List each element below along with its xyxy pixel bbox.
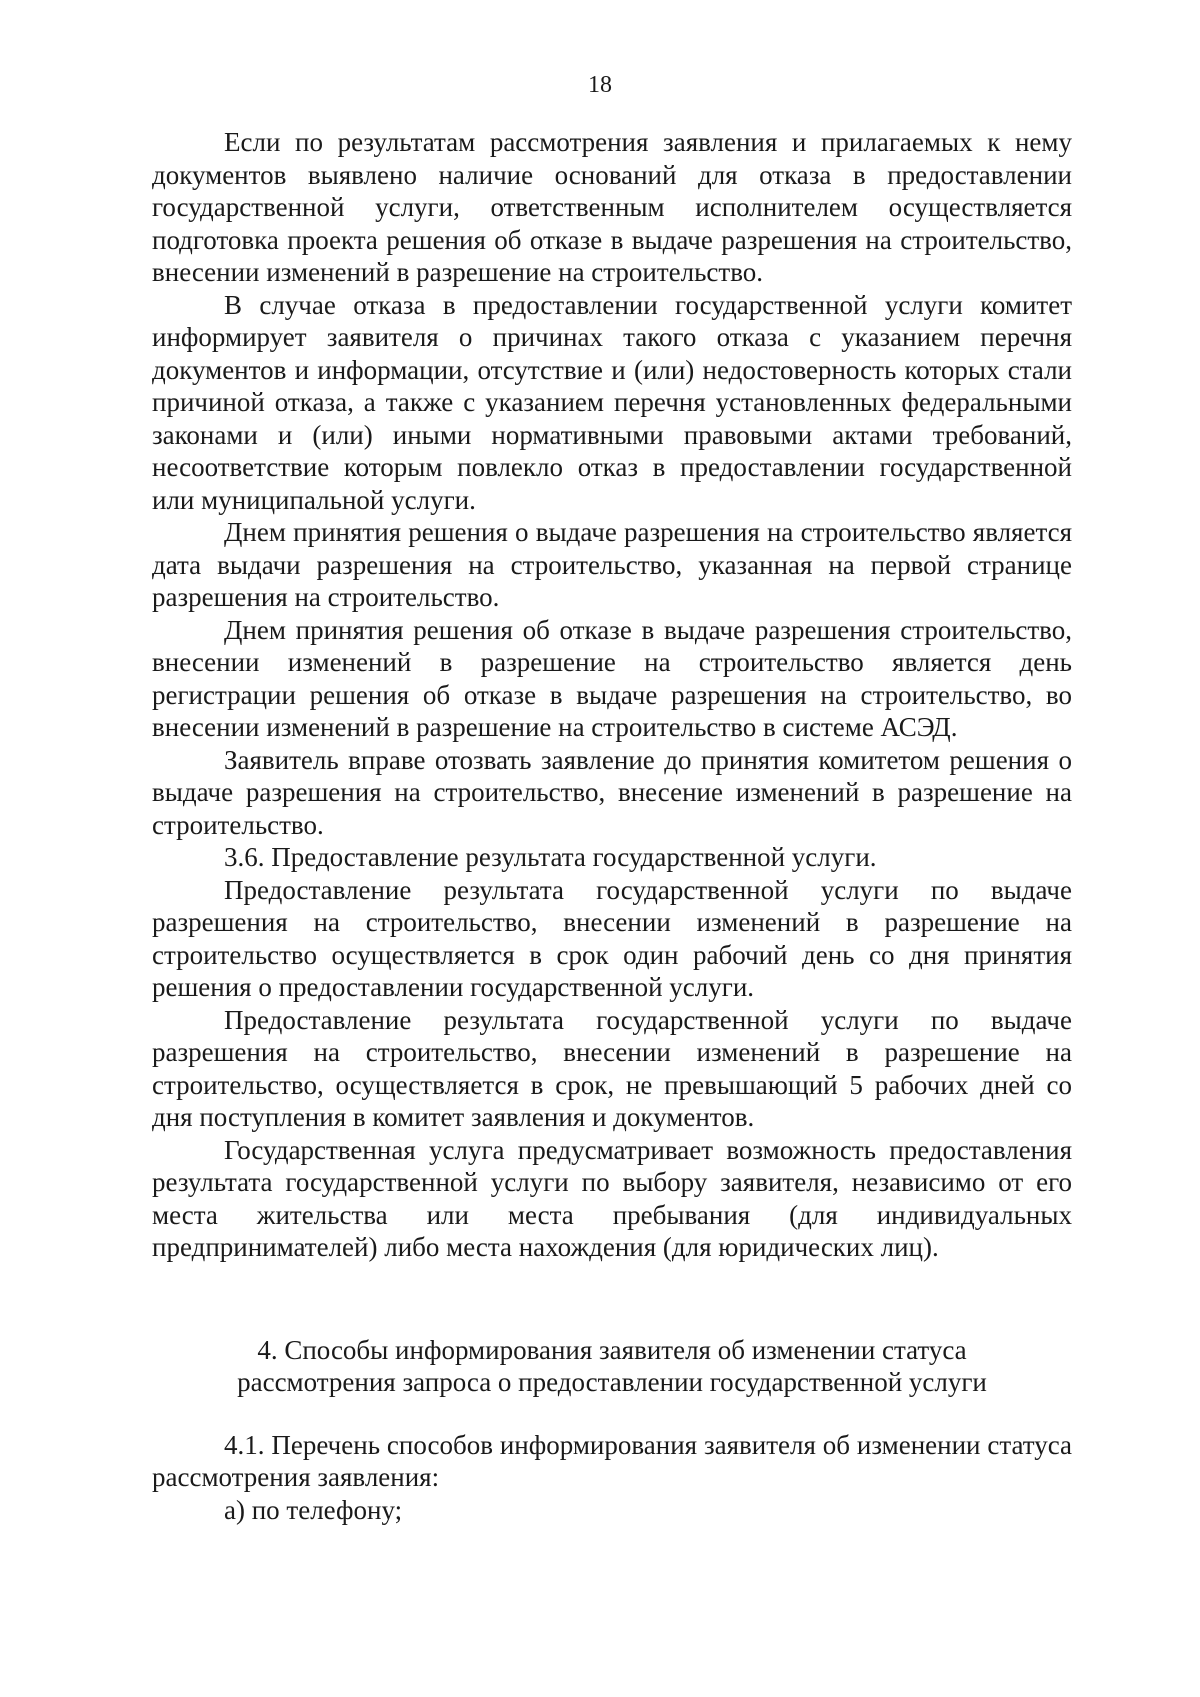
section-4-heading: 4. Способы информирования заявителя об изменении статуса рассмотрения запроса о предоставлении государственной услуги <box>237 1334 987 1397</box>
paragraph-result-term-1: Предоставление результата государственной услуги по выдаче разрешения на строительство, внесении изменений в разрешение на строительство осуществляется в срок один рабочий день со дня принятия решения о предоставлении государственной услуги. <box>152 874 1072 1002</box>
paragraph-refusal-date: Днем принятия решения об отказе в выдаче разрешения строительство, внесении изменений в разрешение на строительство является день регистрации решения об отказе в выдаче разрешения на строительство, во внесении изменений в разрешение на строительство в системе АСЭД. <box>152 614 1072 742</box>
paragraph-refusal-grounds: Если по результатам рассмотрения заявления и прилагаемых к нему документов выявлено наличие оснований для отказа в предоставлении государственной услуги, ответственным исполнителем осуществляется подготовка проекта решения об отказе в выдаче разрешения на строительство, внесении изменений в разрешение на строительство. <box>152 127 1072 287</box>
paragraph-extraterritorial: Государственная услуга предусматривает возможность предоставления результата государственной услуги по выбору заявителя, независимо от его места жительства или места пребывания (для индивидуальных предпринимателей) либо места нахождения (для юридических лиц). <box>152 1134 1072 1262</box>
paragraph-issue-date: Днем принятия решения о выдаче разрешения на строительство является дата выдачи разрешения на строительство, указанная на первой странице разрешения на строительство. <box>152 517 1072 612</box>
list-item-a: а) по телефону; <box>224 1494 403 1525</box>
page-number: 18 <box>588 72 612 98</box>
paragraph-withdrawal: Заявитель вправе отозвать заявление до принятия комитетом решения о выдаче разрешения на строительство, внесение изменений в разрешение на строительство. <box>152 744 1072 840</box>
paragraph-refusal-notice: В случае отказа в предоставлении государственной услуги комитет информирует заявителя о причинах такого отказа с указанием перечня документов и информации, отсутствие и (или) недостоверность которых стали причиной отказа, а также с указанием перечня установленных федеральными законами и (или) иными нормативными правовыми актами требований, несоответствие которым повлекло отказ в предоставлении государственной или муниципальной услуги. <box>152 289 1072 515</box>
document-body <box>152 126 1072 1526</box>
paragraph-3-6-title: 3.6. Предоставление результата государственной услуги. <box>224 842 877 872</box>
paragraph-4-1: 4.1. Перечень способов информирования заявителя об изменении статуса рассмотрения заявления: <box>152 1429 1072 1492</box>
paragraph-result-term-2: Предоставление результата государственной услуги по выдаче разрешения на строительство, внесении изменений в разрешение на строительство, осуществляется в срок, не превышающий 5 рабочих дней со дня поступления в комитет заявления и документов. <box>152 1004 1072 1132</box>
